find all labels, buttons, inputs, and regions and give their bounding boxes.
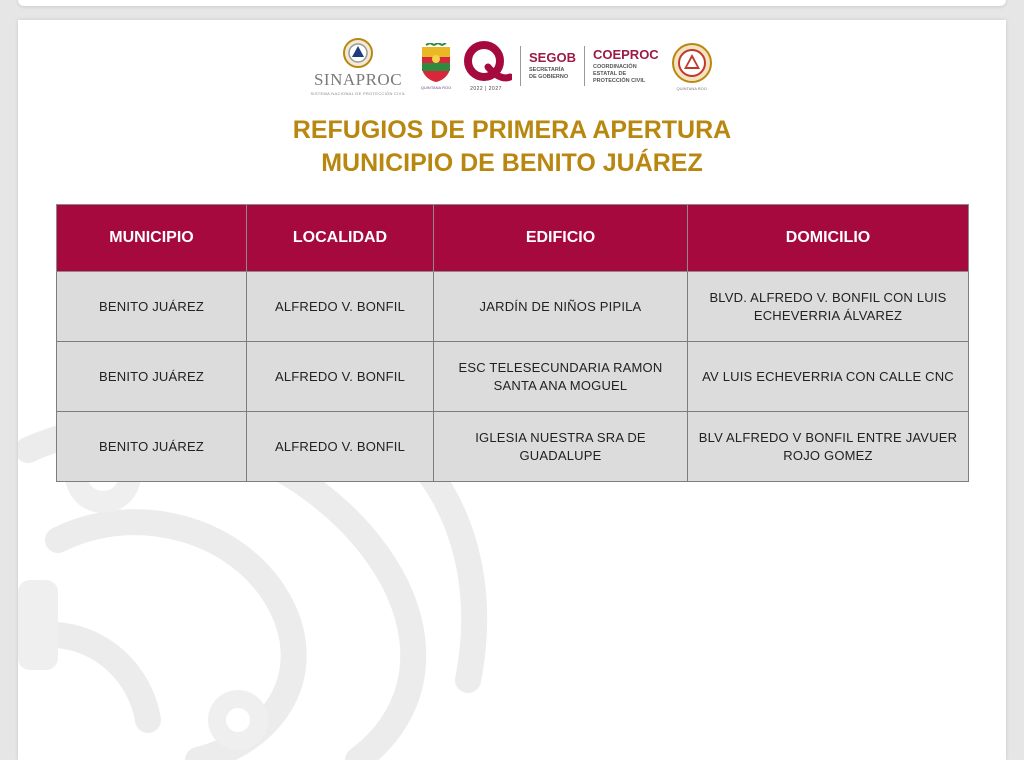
- sinaproc-subtitle: SISTEMA NACIONAL DE PROTECCIÓN CIVIL: [310, 90, 406, 96]
- sinaproc-logo: [308, 37, 408, 96]
- table-row: [57, 342, 969, 412]
- title-line-1: REFUGIOS DE PRIMERA APERTURA: [292, 116, 732, 144]
- header-edificio: EDIFICIO: [434, 205, 688, 272]
- segob-line-2: DE GOBIERNO: [529, 74, 569, 80]
- coeproc-line-2: ESTATAL DE: [592, 70, 627, 77]
- cell-localidad: ALFREDO V. BONFIL: [247, 342, 434, 412]
- cell-municipio: BENITO JUÁREZ: [57, 412, 247, 482]
- segob-wordmark: SEGOB: [529, 50, 576, 65]
- sinaproc-emblem-icon: [341, 37, 375, 69]
- logo-divider: [584, 46, 585, 86]
- segob-subtitle: [529, 67, 576, 81]
- q-logo-caption: 2022 | 2027: [470, 85, 502, 92]
- institutional-logos: [308, 36, 728, 96]
- coeproc-wordmark: COEPROC: [592, 46, 659, 62]
- table-row: [57, 272, 969, 342]
- q-government-logo: [460, 41, 512, 92]
- coeproc-subtitle: [593, 64, 659, 85]
- header-municipio: MUNICIPIO: [57, 205, 247, 272]
- cell-edificio: IGLESIA NUESTRA SRA DE GUADALUPE: [434, 412, 688, 482]
- cell-domicilio: AV LUIS ECHEVERRIA CON CALLE CNC: [688, 342, 969, 412]
- quintana-roo-caption: QUINTANA ROO: [420, 84, 452, 90]
- cell-domicilio: BLV ALFREDO V BONFIL ENTRE JAVUER ROJO GOMEZ: [688, 412, 969, 482]
- cell-domicilio: BLVD. ALFREDO V. BONFIL CON LUIS ECHEVERRIA ÁLVAREZ: [688, 272, 969, 342]
- sinaproc-wordmark: SINAPROC: [313, 69, 403, 89]
- segob-logo: [529, 51, 576, 81]
- coeproc-line-3: PROTECCIÓN CIVIL: [592, 77, 646, 84]
- coeproc-logo: [593, 48, 659, 85]
- quintana-roo-shield-icon: [420, 43, 452, 83]
- civil-protection-seal-icon: [671, 42, 713, 86]
- shelters-table: [56, 204, 969, 482]
- cell-localidad: ALFREDO V. BONFIL: [247, 412, 434, 482]
- header-domicilio: DOMICILIO: [688, 205, 969, 272]
- seal-caption: QUINTANA ROO: [676, 85, 707, 91]
- q-logo-icon: [460, 41, 512, 85]
- header-localidad: LOCALIDAD: [247, 205, 434, 272]
- table-row: [57, 412, 969, 482]
- quintana-roo-shield-logo: [420, 43, 452, 90]
- cell-municipio: BENITO JUÁREZ: [57, 342, 247, 412]
- cell-municipio: BENITO JUÁREZ: [57, 272, 247, 342]
- cell-edificio: ESC TELESECUNDARIA RAMON SANTA ANA MOGUEL: [434, 342, 688, 412]
- cell-edificio: JARDÍN DE NIÑOS PIPILA: [434, 272, 688, 342]
- previous-page-edge: [18, 0, 1006, 6]
- title-line-2: MUNICIPIO DE BENITO JUÁREZ: [321, 149, 703, 177]
- coeproc-line-1: COORDINACIÓN: [592, 63, 637, 70]
- cell-localidad: ALFREDO V. BONFIL: [247, 272, 434, 342]
- document-page: [18, 20, 1006, 760]
- logo-divider: [520, 46, 521, 86]
- segob-line-1: SECRETARÍA: [529, 67, 565, 73]
- page-title: [18, 114, 1006, 180]
- table-header-row: [57, 205, 969, 272]
- civil-protection-seal-logo: [671, 42, 713, 91]
